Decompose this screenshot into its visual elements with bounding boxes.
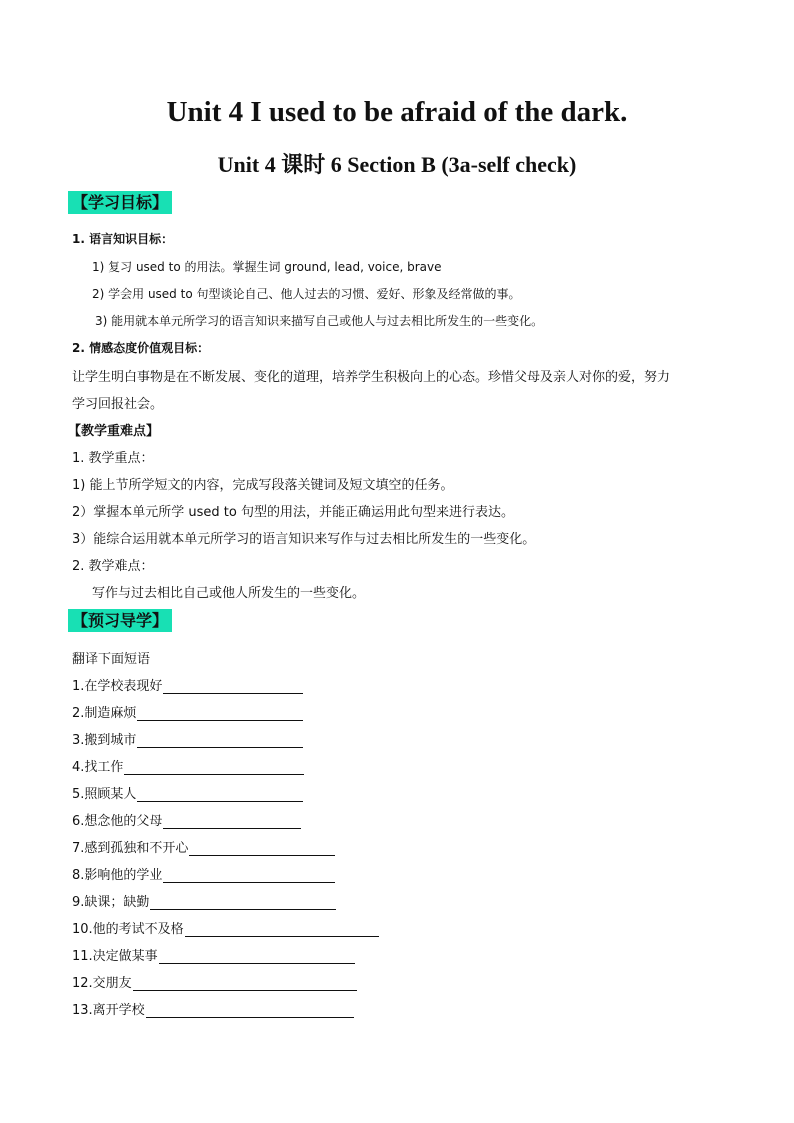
preview-section bbox=[68, 611, 172, 631]
phrase-prompt: 7.感到孤独和不开心 bbox=[72, 841, 189, 856]
objectives-language-title: 1. 语言知识目标： bbox=[72, 232, 174, 246]
phrase-item bbox=[72, 702, 303, 721]
objectives-language-item: 1) 复习 used to 的用法。掌握生词 ground, lead, voice, brave bbox=[92, 260, 442, 274]
phrase-prompt: 11.决定做某事 bbox=[72, 949, 158, 964]
keypoints-focus-title: 1. 教学重点： bbox=[72, 451, 154, 466]
preview-tag: 【预习导学】 bbox=[68, 609, 172, 632]
preview-instruction: 翻译下面短语 bbox=[72, 652, 151, 667]
phrase-item bbox=[72, 675, 303, 694]
phrase-prompt: 9.缺课；缺勤 bbox=[72, 895, 150, 910]
phrase-prompt: 1.在学校表现好 bbox=[72, 679, 163, 694]
phrase-item bbox=[72, 891, 336, 910]
keypoints-focus-item: 3）能综合运用就本单元所学习的语言知识来写作与过去相比所发生的一些变化。 bbox=[72, 532, 536, 547]
objectives-tag: 【学习目标】 bbox=[68, 191, 172, 214]
answer-blank[interactable] bbox=[159, 950, 355, 964]
phrase-prompt: 6.想念他的父母 bbox=[72, 814, 163, 829]
phrase-item bbox=[72, 864, 335, 883]
phrase-item bbox=[72, 729, 303, 748]
phrase-prompt: 8.影响他的学业 bbox=[72, 868, 163, 883]
phrase-item bbox=[72, 783, 303, 802]
phrase-prompt: 3.搬到城市 bbox=[72, 733, 137, 748]
keypoints-difficulty-title: 2. 教学难点： bbox=[72, 559, 154, 574]
objectives-language-item: 3) 能用就本单元所学习的语言知识来描写自己或他人与过去相比所发生的一些变化。 bbox=[95, 314, 544, 328]
phrase-prompt: 4.找工作 bbox=[72, 760, 124, 775]
phrase-prompt: 10.他的考试不及格 bbox=[72, 922, 184, 937]
phrase-prompt: 5.照顾某人 bbox=[72, 787, 137, 802]
page-title: Unit 4 I used to be afraid of the dark. bbox=[166, 96, 628, 128]
objectives-language-item: 2) 学会用 used to 句型谈论自己、他人过去的习惯、爱好、形象及经常做的事。 bbox=[92, 287, 521, 301]
phrase-item bbox=[72, 837, 335, 856]
phrase-prompt: 12.交朋友 bbox=[72, 976, 132, 991]
objectives-attitude-text: 让学生明白事物是在不断发展、变化的道理，培养学生积极向上的心态。珍惜父母及亲人对你的爱，努力 bbox=[72, 370, 671, 385]
answer-blank[interactable] bbox=[189, 842, 335, 856]
objectives-attitude-title: 2. 情感态度价值观目标： bbox=[72, 341, 210, 355]
keypoints-difficulty-text: 写作与过去相比自己或他人所发生的一些变化。 bbox=[92, 586, 366, 601]
answer-blank[interactable] bbox=[137, 788, 303, 802]
objectives-attitude-text: 学习回报社会。 bbox=[72, 397, 164, 412]
phrase-item bbox=[72, 972, 357, 991]
phrase-prompt: 2.制造麻烦 bbox=[72, 706, 137, 721]
answer-blank[interactable] bbox=[150, 896, 336, 910]
answer-blank[interactable] bbox=[146, 1004, 354, 1018]
answer-blank[interactable] bbox=[124, 761, 304, 775]
keypoints-focus-item: 1) 能上节所学短文的内容，完成写段落关键词及短文填空的任务。 bbox=[72, 478, 454, 493]
phrase-item bbox=[72, 756, 304, 775]
phrase-prompt: 13.离开学校 bbox=[72, 1003, 145, 1018]
page-subtitle: Unit 4 课时 6 Section B (3a-self check) bbox=[217, 152, 577, 177]
answer-blank[interactable] bbox=[137, 707, 303, 721]
keypoints-title: 【教学重难点】 bbox=[68, 424, 160, 439]
answer-blank[interactable] bbox=[137, 734, 303, 748]
answer-blank[interactable] bbox=[185, 923, 379, 937]
keypoints-focus-item: 2）掌握本单元所学 used to 句型的用法，并能正确运用此句型来进行表达。 bbox=[72, 505, 514, 520]
phrase-item bbox=[72, 945, 355, 964]
answer-blank[interactable] bbox=[163, 869, 335, 883]
answer-blank[interactable] bbox=[163, 680, 303, 694]
phrase-item bbox=[72, 810, 301, 829]
phrase-item bbox=[72, 918, 379, 937]
answer-blank[interactable] bbox=[133, 977, 357, 991]
phrase-item bbox=[72, 999, 354, 1018]
answer-blank[interactable] bbox=[163, 815, 301, 829]
objectives-section bbox=[68, 193, 172, 213]
